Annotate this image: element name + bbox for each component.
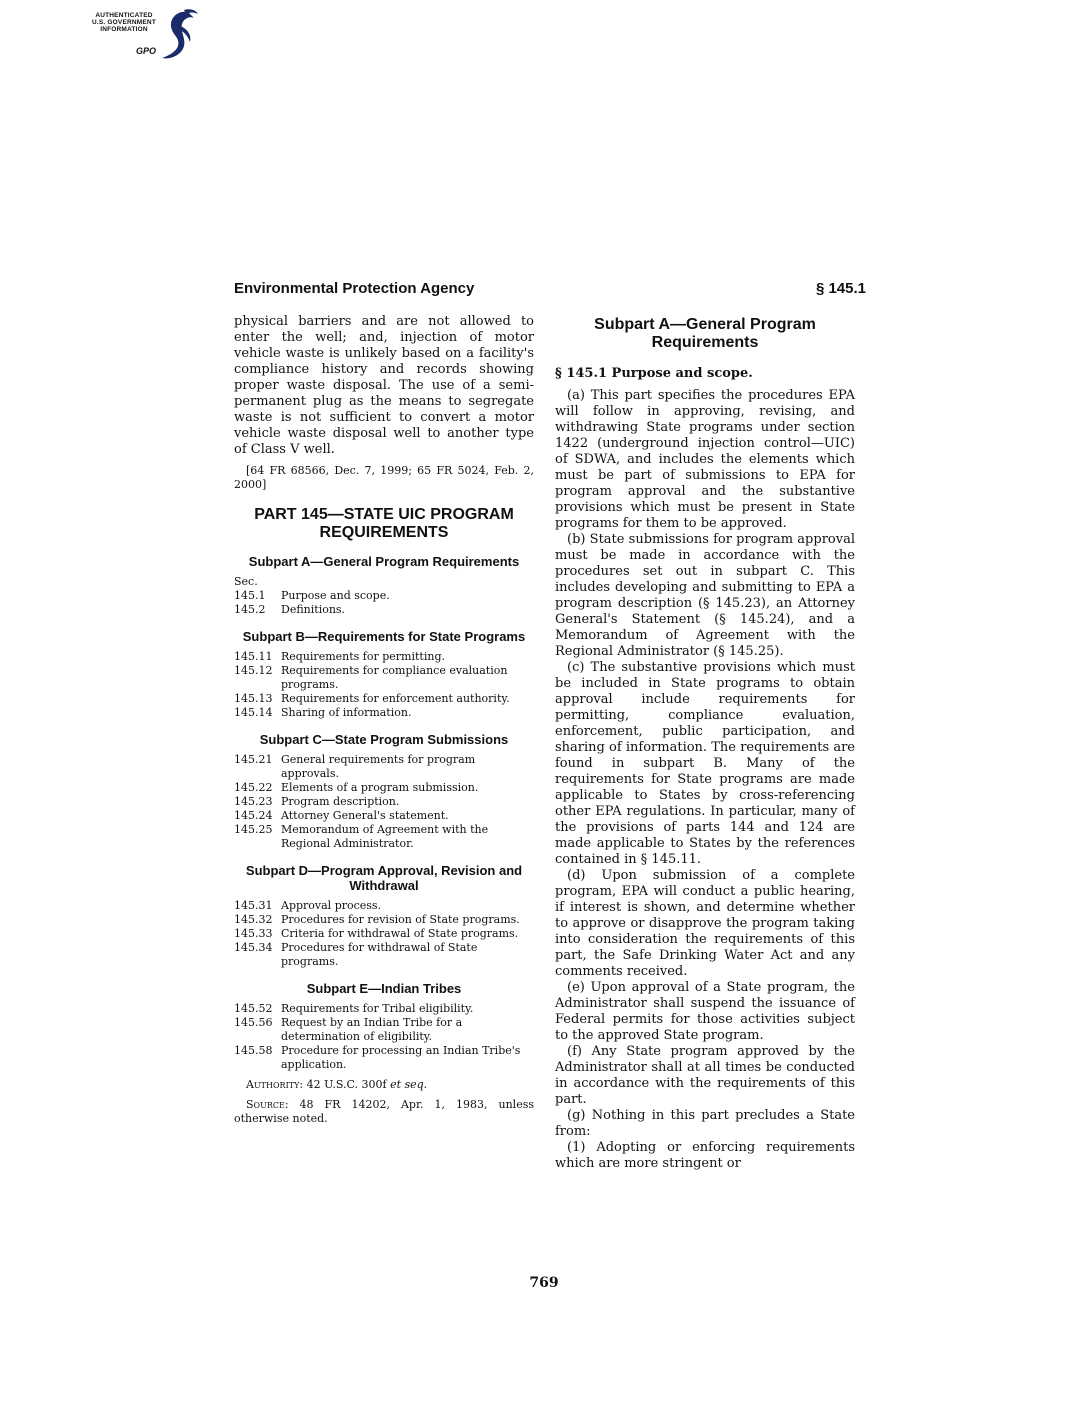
- seal-line-1: AUTHENTICATED: [95, 12, 153, 19]
- toc-title: Purpose and scope.: [281, 589, 390, 602]
- seal-text: [78, 12, 170, 33]
- paragraph-f: (f) Any State program approved by the Administrator shall at all times be conducted in accordance with the requirements of this part.: [555, 1044, 855, 1107]
- toc-entry: [234, 589, 534, 603]
- toc-entry: [234, 823, 534, 851]
- source-label: Source:: [246, 1098, 289, 1111]
- section-heading: § 145.1 Purpose and scope.: [555, 366, 753, 381]
- toc-number: 145.31: [234, 899, 273, 912]
- toc-number: 145.34: [234, 941, 273, 954]
- toc-title: Requirements for compliance evaluation programs.: [281, 664, 508, 691]
- toc-entry: [234, 1002, 534, 1016]
- toc-subpart-heading: Subpart E—Indian Tribes: [306, 981, 462, 996]
- toc-number: 145.12: [234, 664, 273, 677]
- toc-number: 145.2: [234, 603, 266, 616]
- toc-entry: [234, 809, 534, 823]
- toc-subpart-heading: Subpart B—Requirements for State Programs: [242, 629, 526, 644]
- toc-subpart-heading: Subpart A—General Program Requirements: [248, 554, 520, 569]
- part-title: PART 145—STATE UIC PROGRAM REQUIREMENTS: [254, 506, 514, 541]
- authority-et-seq: et seq.: [390, 1078, 428, 1091]
- toc-entry: [234, 1044, 534, 1072]
- seal-line-2: U.S. GOVERNMENT: [91, 19, 157, 26]
- toc-title: Request by an Indian Tribe for a determination of eligibility.: [281, 1016, 463, 1043]
- paragraph-e: (e) Upon approval of a State program, the Administrator shall suspend the issuance of Federal permits for those activities subject to the approved State program.: [555, 980, 855, 1043]
- toc-entry: [234, 795, 534, 809]
- toc-title: Procedures for withdrawal of State programs.: [281, 941, 478, 968]
- toc-title: Approval process.: [281, 899, 382, 912]
- authority-text: 42 U.S.C. 300f: [306, 1078, 387, 1091]
- toc-entry: [234, 753, 534, 781]
- toc-entry: [234, 913, 534, 927]
- toc-entry: [234, 781, 534, 795]
- toc-list: [234, 575, 534, 617]
- paragraph-g: (g) Nothing in this part precludes a State from:: [555, 1108, 855, 1139]
- seal-line-3: INFORMATION: [100, 26, 148, 33]
- paragraph-d: (d) Upon submission of a complete program, EPA will conduct a public hearing, if interest is shown, and determine whether to approve or disapprove the program taking into consideration the requirements of this part, the Safe Drinking Water Act and any comments received.: [555, 868, 855, 979]
- toc-list: [234, 1002, 534, 1072]
- toc-number: 145.11: [234, 650, 273, 663]
- toc-number: 145.14: [234, 706, 273, 719]
- toc-title: Criteria for withdrawal of State programs.: [281, 927, 519, 940]
- source-text: 48 FR 14202, Apr. 1, 1983, unless otherwise noted.: [234, 1098, 534, 1125]
- paragraph-c: (c) The substantive provisions which must be included in State programs to obtain approval include requirements for permitting, compliance evaluation, enforcement, public participation, and sharing of information. The requirements are found in subpart B. Many of the requirements for State programs are made applicable to States by cross-referencing other EPA regulations. In particular, many of the provisions of parts 144 and 124 are made applicable to States by the references contained in § 145.11.: [555, 660, 855, 867]
- toc-subpart-heading: Subpart D—Program Approval, Revision and Withdrawal: [245, 863, 523, 893]
- toc-entry: [234, 692, 534, 706]
- toc-entry: [234, 664, 534, 692]
- toc-title: Requirements for Tribal eligibility.: [281, 1002, 474, 1015]
- seal-gpo-logo: GPO: [136, 46, 157, 56]
- toc-number: 145.21: [234, 753, 273, 766]
- eagle-icon: [158, 6, 202, 64]
- toc-entry: [234, 706, 534, 720]
- toc-number: 145.22: [234, 781, 273, 794]
- authority-note: [234, 1078, 534, 1092]
- subpart-heading: Subpart A—General Program Requirements: [594, 316, 816, 351]
- toc-sec-label: Sec.: [234, 575, 258, 588]
- paragraph-g1: (1) Adopting or enforcing requirements which are more stringent or: [555, 1140, 855, 1171]
- toc-title: Definitions.: [281, 603, 346, 616]
- toc-number: 145.58: [234, 1044, 273, 1057]
- toc-title: Procedures for revision of State programs.: [281, 913, 520, 926]
- toc-title: Requirements for permitting.: [281, 650, 445, 663]
- toc-entry: [234, 650, 534, 664]
- toc-number: 145.33: [234, 927, 273, 940]
- left-column: [234, 314, 534, 1126]
- toc-number: 145.24: [234, 809, 273, 822]
- toc-list: [234, 899, 534, 969]
- agency-name: Environmental Protection Agency: [234, 280, 475, 297]
- toc-title: General requirements for program approvals.: [281, 753, 476, 780]
- paragraph-a: (a) This part specifies the procedures EPA will follow in approving, revising, and withdrawing State programs under section 1422 (underground injection control—UIC) of SDWA, and includes the elements which must be part of submissions to EPA for program approval and the substantive provisions which must be present in State programs for them to be approved.: [555, 388, 855, 531]
- toc-title: Procedure for processing an Indian Tribe's application.: [281, 1044, 521, 1071]
- toc-number: 145.52: [234, 1002, 273, 1015]
- toc-number: 145.56: [234, 1016, 273, 1029]
- toc-entry: [234, 1016, 534, 1044]
- authority-label: Authority:: [246, 1078, 304, 1091]
- toc-number: 145.23: [234, 795, 273, 808]
- toc-title: Memorandum of Agreement with the Regional Administrator.: [281, 823, 489, 850]
- toc-number: 145.32: [234, 913, 273, 926]
- citation: [64 FR 68566, Dec. 7, 1999; 65 FR 5024, Feb. 2, 2000]: [234, 464, 534, 491]
- toc-subpart-heading: Subpart C—State Program Submissions: [259, 732, 509, 747]
- toc-number: 145.13: [234, 692, 273, 705]
- page-number: 769: [529, 1275, 559, 1291]
- toc-number: 145.1: [234, 589, 266, 602]
- toc-title: Attorney General's statement.: [281, 809, 449, 822]
- toc-entry: [234, 927, 534, 941]
- toc-list: [234, 650, 534, 720]
- toc-entry: [234, 603, 534, 617]
- toc-list: [234, 753, 534, 851]
- toc-title: Sharing of information.: [281, 706, 412, 719]
- right-column: [555, 314, 855, 1172]
- running-head: [234, 280, 866, 302]
- toc-number: 145.25: [234, 823, 273, 836]
- toc-entry: [234, 941, 534, 969]
- section-number: § 145.1: [815, 280, 866, 297]
- toc-title: Program description.: [281, 795, 400, 808]
- carryover-paragraph: physical barriers and are not allowed to enter the well; and, injection of motor vehicle waste is unlikely based on a facility's compliance history and records showing proper waste disposal. The use of a semi-permanent plug as the means to segregate waste is not sufficient to convert a motor vehicle waste disposal well to another type of Class V well.: [234, 314, 534, 457]
- toc-title: Elements of a program submission.: [281, 781, 479, 794]
- source-note: [234, 1098, 534, 1126]
- paragraph-b: (b) State submissions for program approval must be made in accordance with the procedures set out in subpart C. This includes developing and submitting to EPA a program description (§ 145.23), an Attorney General's Statement (§ 145.24), and a Memorandum of Agreement with the Regional Administrator (§ 145.25).: [555, 532, 855, 659]
- gpo-authentication-seal: [78, 6, 202, 64]
- toc-entry: [234, 899, 534, 913]
- toc-title: Requirements for enforcement authority.: [281, 692, 510, 705]
